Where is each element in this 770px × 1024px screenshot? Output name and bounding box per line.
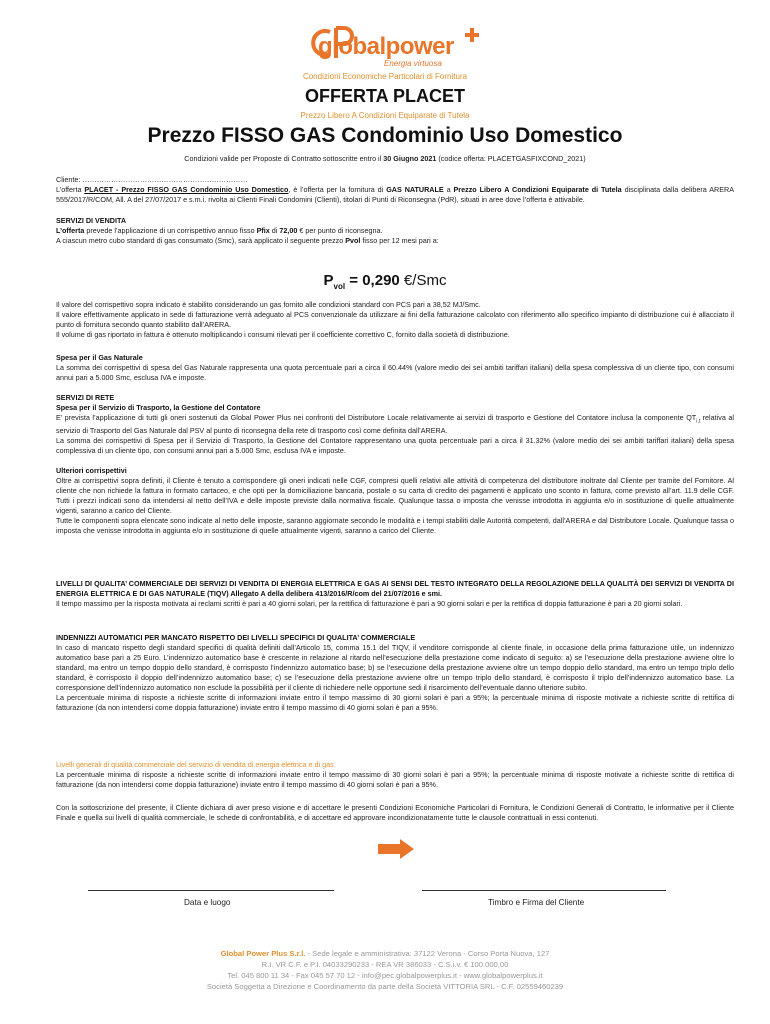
rete-title: SERVIZI DI RETE (56, 393, 115, 402)
cliente-field: Cliente: …………………………………………………………… (56, 175, 248, 184)
price-note: Il valore del corrispettivo sopra indicato è stabilito considerando un gas fornito alle condizioni standard con PCS pari a 38,52 MJ/Smc. (56, 300, 481, 309)
livelli-generali-text: La percentuale minima di risposte a richieste scritte di informazioni inviate entro il tempo massimo di 30 giorni solari è pari a 95%; la percentuale minima di risposte motivate a richieste scritte di rettifica di fatturazione (da non intendersi come doppia fatturazione) inviate entro il tempo massimo di 40 giorni solari è pari a 95%. (56, 770, 734, 789)
rete-paragraph-2: La somma dei corrispettivi di Spesa per il Servizio di Trasporto, la Gestione del Contatore rappresentano una quota percentuale pari a circa il 31.32% (valore medio dei sei ambiti tariffari italiani) della spesa complessiva di un cliente tipo, con consumi annui pari a 5.000 Smc, esclusa IVA e imposte. (56, 436, 734, 456)
conditions-line: Condizioni Economiche Particolari di Fornitura (302, 72, 468, 81)
footer-line-3: Tel. 045 800 11 34 - Fax 045 57 70 12 - info@pec.globalpowerplus.it - www.globalpowerplus.it (227, 971, 543, 980)
livelli-generali-title: Livelli generali di qualità commerciale del servizio di vendita di energia elettrica e di gas (56, 760, 334, 769)
spesa-gas-section (56, 353, 734, 383)
footer-line-4: Società Soggetta a Direzione e Coordinamento da parte della Società VITTORIA SRL - C.F. 02559460239 (206, 982, 564, 991)
indennizzi-text-2: La percentuale minima di risposte a richieste scritte di informazioni inviate entro il tempo massimo di 30 giorni solari è pari a 95%; la percentuale minima di risposte motivate a richieste scritte di rettifica di fatturazione (da non intendersi come doppia fatturazione) inviate entro il tempo massimo di 40 giorni solari è pari a 95%. (56, 693, 734, 712)
footer-line-1: Global Power Plus S.r.l. - Sede legale e amministrativa: 37122 Verona - Corso Porta Nuova, 127 (220, 949, 550, 958)
spesa-gas-text: La somma dei corrispettivi di spesa del Gas Naturale rappresenta una quota percentuale pari a circa il 60.44% (valore medio dei sei ambiti tariffari italiani) della spesa complessiva di un cliente tipo, con consumi annui pari a 5.000 Smc, esclusa IVA e imposte. (56, 363, 734, 382)
intro-section (56, 175, 734, 205)
ulteriori-paragraph-1: Oltre ai corrispettivi sopra definiti, il Cliente è tenuto a corrispondere gli oneri indicati nelle CGF, compresi quelli relativi alle attività di competenza del distributore inoltrate dal Cliente per tramite del Fornitore. Al cliente che non richiede la fattura in formato cartaceo, e che opti per la domiciliazione bancaria, postale o su carta di credito dei pagamenti è applicato uno sconto in fattura, come previsto all’art. 11.9 delle CGF. Tutti i prezzi indicati sono da intendersi al netto dell’IVA e delle imposte previste dalla normativa fiscale. Qualunque tassa o imposta che venisse introdotta in aggiunta e/o in sostituzione di quelle attualmente vigenti, saranno a carico del Cliente. (56, 476, 734, 515)
product-title: Prezzo FISSO GAS Condominio Uso Domestico (147, 124, 623, 147)
spesa-gas-title: Spesa per il Gas Naturale (56, 353, 143, 362)
arrow-right-icon (376, 838, 416, 860)
vendita-section (56, 216, 734, 246)
rete-subtitle: Spesa per il Servizio di Trasporto, la Gestione del Contatore (56, 403, 261, 412)
logo-tagline: Energia virtuosa (384, 59, 442, 68)
footer-line-2: R.I. VR C.F. e P.I. 04033290233 - REA VR 386033 - C.S.i.v. € 100.000,00 (261, 960, 509, 969)
logo-text: globalpower (318, 33, 454, 60)
ulteriori-title: Ulteriori corrispettivi (56, 466, 127, 475)
date-signature-line[interactable] (88, 890, 334, 891)
client-signature-label: Timbro e Firma del Cliente (488, 898, 585, 907)
price-note: Il volume di gas riportato in fattura è ottenuto moltiplicando i consumi rilevati per il coefficiente correttivo C, fornito dalla società di distribuzione. (56, 330, 510, 339)
vendita-title: SERVIZI DI VENDITA (56, 216, 127, 225)
ulteriori-paragraph-2: Tutte le componenti sopra elencate sono indicate al netto delle imposte, saranno aggiornate secondo le modalità e i tempi stabiliti dalle Autorità competenti, dall’ARERA e dal Distributore Locale. Qualunque tassa o imposta che venisse introdotta in aggiunta e/o in sostituzione di quelle attualmente vigenti, saranno a carico del Cliente. (56, 516, 734, 535)
date-place-label: Data e luogo (184, 898, 231, 907)
price-pvol: $P_{vol} = 0,290$ €/Smc (323, 272, 447, 291)
vendita-line-1: L’offerta prevede l’applicazione di un corrispettivo annuo fisso Pfix di 72,00 € per punto di riconsegna. (56, 226, 383, 235)
validity-line: Condizioni valide per Proposte di Contratto sottoscritte entro il 30 Giugno 2021 (codice offerta: PLACETGASFIXCOND_2021) (184, 154, 586, 163)
indennizzi-section (56, 633, 734, 713)
market-line: Prezzo Libero A Condizioni Equiparate di Tutela (300, 111, 470, 120)
price-notes (56, 300, 734, 340)
ulteriori-section (56, 466, 734, 536)
indennizzi-title: INDENNIZZI AUTOMATICI PER MANCATO RISPETTO DEI LIVELLI SPECIFICI DI QUALITA’ COMMERCIALE (56, 633, 416, 642)
rete-paragraph-1: E’ prevista l’applicazione di tutti gli oneri sostenuti da Global Power Plus nei confronti del Distributore Locale relativamente ai servizi di trasporto e Gestione del Contatore inclusa la componente $QT_{i,t}$ relativa al servizio di Trasporto del Gas Naturale dal PSV al punto di riconsegna della rete di trasporto così come definita dall’ARERA. (56, 413, 734, 436)
qualita-text: Il tempo massimo per la risposta motivata ai reclami scritti è pari a 40 giorni solari, per la rettifica di fatturazione è pari a 90 giorni solari e per la rettifica di doppia fatturazione è pari a 20 giorni solari. (56, 599, 683, 608)
intro-paragraph: L’offerta PLACET - Prezzo FISSO GAS Condominio Uso Domestico, è l’offerta per la fornitura di GAS NATURALE a Prezzo Libero A Condizioni Equiparate di Tutela disciplinata dalla delibera ARERA 555/2017/R/COM, All. A del 27/07/2017 e s.m.i. rivolta ai Clienti Finali Condomini (Clienti), titolari di Punti di Riconsegna (PdR), situati in aree dove l’offerta è attivabile. (56, 185, 734, 204)
qualita-title: LIVELLI DI QUALITA’ COMMERCIALE DEI SERVIZI DI VENDITA DI ENERGIA ELETTRICA E GAS AI SENSI DEL TESTO INTEGRATO DELLA REGOLAZIONE DELLA QUALITÀ DEI SERVIZI DI VENDITA DI ENERGIA ELETTRICA E DI GAS NATURALE (TIQV) Allegato A della delibera 413/2016/R/com del 21/07/2016 e smi. (56, 579, 734, 598)
qualita-section (56, 579, 734, 609)
livelli-generali-section (56, 760, 734, 790)
offer-title: OFFERTA PLACET (305, 86, 465, 106)
price-note: Il valore effettivamente applicato in sede di fatturazione verrà adeguato al PCS convenzionale da utilizzare ai fini della fatturazione calcolato con riferimento allo specifico impianto di distribuzione cui è allacciato il punto di fornitura secondo quanto stabilito dall’ARERA. (56, 310, 734, 329)
vendita-line-2: A ciascun metro cubo standard di gas consumato (Smc), sarà applicato il seguente prezzo Pvol fisso per 12 mesi pari a: (56, 236, 439, 245)
declaration-paragraph: Con la sottoscrizione del presente, il Cliente dichiara di aver preso visione e di accettare le presenti Condizioni Economiche Particolari di Fornitura, le Condizioni Generali di Contratto, le informative per il Cliente Finale e quella sui livelli di qualità commerciale, le schede di confrontabilità, e di accettare ed approvare incondizionatamente tutte le clausole contrattuali in essi contenuti. (56, 803, 734, 822)
footer (0, 948, 770, 992)
indennizzi-text: In caso di mancato rispetto degli standard specifici di qualità definiti dall’Articolo 15, comma 15.1 del TIQV, il venditore corrisponde al cliente finale, in occasione della prima fatturazione utile, un indennizzo automatico base pari a 25 Euro. L’indennizzo automatico base è crescente in relazione al ritardo nell’esecuzione della prestazione come indicato di seguito: a) se l’esecuzione della prestazione avviene oltre lo standard, ma entro un tempo doppio dello standard, è corrisposto l’indennizzo automatico base; b) se l’esecuzione della prestazione avviene oltre un tempo doppio dello standard, ma entro un tempo triplo dello standard, è corrisposto il doppio dell’indennizzo automatico base; c) se l’esecuzione della prestazione avviene oltre un tempo triplo dello standard, è corrisposto il triplo dell’indennizzo automatico base. La corresponsione dell’indennizzo automatico non esclude la possibilità per il cliente di richiedere nelle opportune sedi il risarcimento dell’eventuale danno ulteriore subito. (56, 643, 734, 692)
rete-section (56, 393, 734, 456)
client-signature-line[interactable] (422, 890, 666, 891)
